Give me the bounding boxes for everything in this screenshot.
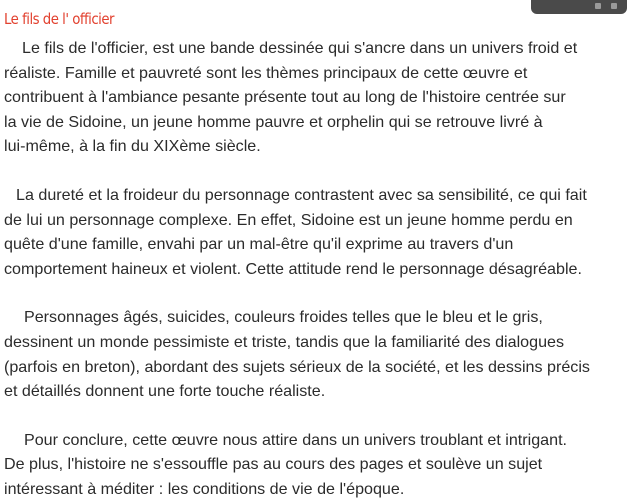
text-line: Pour conclure, cette œuvre nous attire dans un univers troublant et intrigant. [24,430,568,449]
paragraph [4,183,634,281]
toolbar-icon[interactable] [595,3,601,9]
article-title: Le fils de l' officier [4,10,115,28]
article-body [4,36,634,499]
toolbar-icon[interactable] [611,3,617,9]
text-line: intéressant à méditer : les conditions de vie de l'époque. [4,479,405,498]
text-line: La dureté et la froideur du personnage contrastent avec sa sensibilité, ce qui fait [16,185,587,204]
paragraph [4,428,634,499]
text-line: et détaillés donnent une forte touche réaliste. [4,382,326,401]
text-line: Le fils de l'officier, est une bande dessinée qui s'ancre dans un univers froid et [22,39,578,57]
toolbar-tab[interactable] [531,0,627,14]
text-line: dessinent un monde pessimiste et triste, tandis que la familiarité des dialogues [4,332,565,351]
text-line: quête d'une famille, envahi par un mal-être qu'il exprime au travers d'un [4,235,514,254]
text-line: lui-même, à la fin du XIXème siècle. [4,137,261,156]
paragraph [4,36,634,159]
text-line: De plus, l'histoire ne s'essouffle pas au cours des pages et soulève un sujet [4,455,543,474]
text-line: comportement haineux et violent. Cette attitude rend le personnage désagréable. [4,259,582,278]
paragraph [4,305,634,403]
text-line: Personnages âgés, suicides, couleurs froides telles que le bleu et le gris, [24,308,543,327]
text-line: la vie de Sidoine, un jeune homme pauvre et orphelin qui se retrouve livré à [4,112,543,131]
text-line: réaliste. Famille et pauvreté sont les thèmes principaux de cette œuvre et [4,63,528,82]
text-line: (parfois en breton), abordant des sujets sérieux de la société, et les dessins précis [4,357,590,376]
text-line: contribuent à l'ambiance pesante présente tout au long de l'histoire centrée sur [4,88,566,107]
text-line: de lui un personnage complexe. En effet, Sidoine est un jeune homme perdu en [4,210,573,229]
